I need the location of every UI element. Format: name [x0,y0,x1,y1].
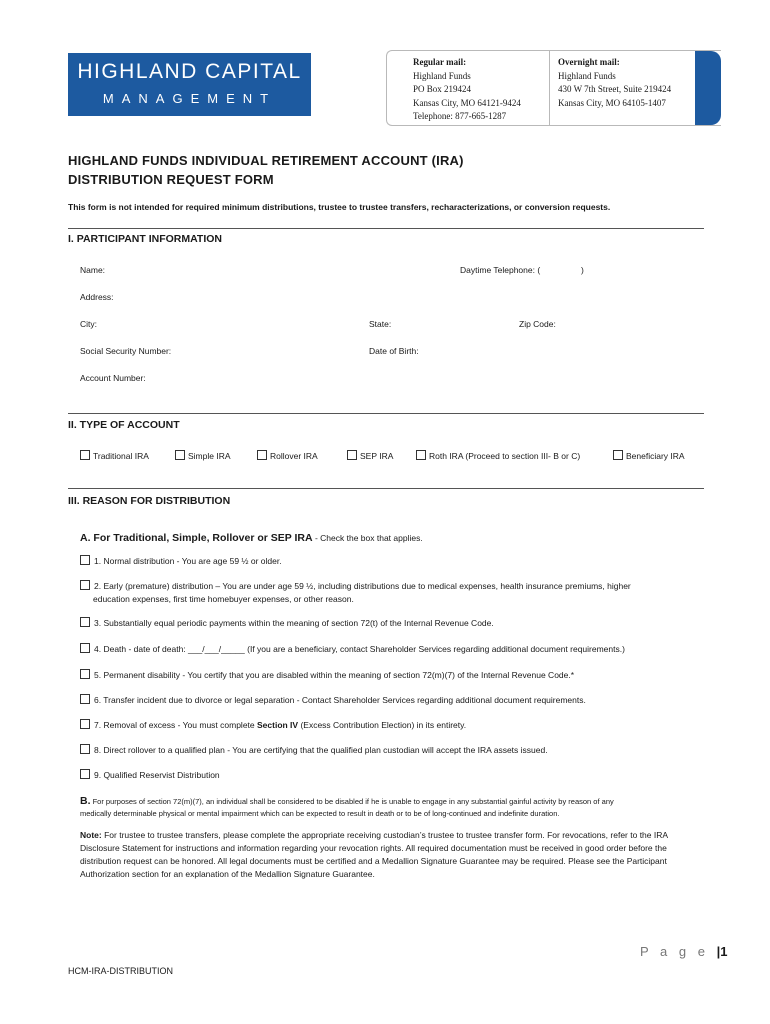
reason-label-post: (Excess Contribution Election) in its entirety. [298,720,467,730]
mailbox-divider [549,51,550,125]
address-field[interactable]: Address: [80,292,114,302]
reason-periodic[interactable] [80,617,705,630]
reason-divorce[interactable] [80,694,705,707]
checkbox[interactable] [347,450,357,460]
state-field[interactable]: State: [369,319,392,329]
city-field[interactable]: City: [80,319,97,329]
reason-normal[interactable] [80,555,705,568]
reason-label-bold: Section IV [257,720,299,730]
checkbox[interactable] [416,450,426,460]
reason-label: 7. Removal of excess - You must complete [94,720,257,730]
reason-label: 9. Qualified Reservist Distribution [94,770,220,780]
subsection-a-title: A. For Traditional, Simple, Rollover or SEP IRA [80,532,313,544]
note-label: Note: [80,830,102,840]
footnote-line1: For purposes of section 72(m)(7), an individual shall be considered to be disabled if he is unable to engage in any substantial gainful activity by reason of any [92,797,614,806]
overnight-mail [558,56,671,110]
reason-excess[interactable] [80,719,705,732]
page-separator: | [716,944,721,959]
note-paragraph [80,829,705,881]
checkbox[interactable] [80,769,90,779]
account-type-sep[interactable] [347,450,393,461]
checkbox[interactable] [257,450,267,460]
form-title [68,151,464,189]
ssn-field[interactable]: Social Security Number: [80,346,172,356]
checkbox[interactable] [80,669,90,679]
reason-label: 8. Direct rollover to a qualified plan - You are certifying that the qualified plan custodian will accept the IRA assets issued. [94,745,548,755]
checkbox[interactable] [80,694,90,704]
logo-line1: HIGHLAND CAPITAL [77,60,302,83]
option-label: Traditional IRA [93,451,149,461]
logo-line2: MANAGEMENT [102,91,277,106]
form-title-line1: HIGHLAND FUNDS INDIVIDUAL RETIREMENT ACCOUNT (IRA) [68,153,464,168]
regular-mail-line: Highland Funds [413,70,471,81]
account-type-traditional[interactable] [80,450,149,461]
account-number-field[interactable]: Account Number: [80,373,146,383]
option-label: Beneficiary IRA [626,451,685,461]
form-code: HCM-IRA-DISTRIBUTION [68,966,173,976]
section-divider [68,488,704,489]
phone-close: ) [581,265,584,275]
note-text: For trustee to trustee transfers, please complete the appropriate receiving custodian’s trustee to trustee transfer form. For revocations, refer to the IRA Disclosure Statement for instructions and information regarding your revocation rights. All required documentation must be received in good order before the distribution request can be honored. All legal documents must be certified and a Medallion Signature Guarantee may be required. Please see the Participant Authorization section for an explanation of the Medallion Signature Guarantee. [80,830,668,879]
company-logo [68,53,311,116]
checkbox[interactable] [80,643,90,653]
option-label: Simple IRA [188,451,231,461]
footnote-line2: medically determinable physical or mental impairment which can be expected to result in death or to be of long-continued and indefinite duration. [80,809,560,818]
regular-mail [413,56,521,124]
footnote-label: B. [80,795,91,807]
subsection-a-instruction: - Check the box that applies. [312,533,423,543]
reason-label: 4. Death - date of death: ___/___/_____ (If you are a beneficiary, contact Shareholder Services regarding additional document requirements.) [94,644,625,654]
option-label: SEP IRA [360,451,394,461]
regular-mail-line: Telephone: 877-665-1287 [413,111,507,121]
reason-label: 1. Normal distribution - You are age 59 ½ or older. [94,556,282,566]
section-divider [68,413,704,414]
regular-mail-line: PO Box 219424 [413,84,472,94]
page-label: P a g e [640,944,709,959]
reason-early[interactable] [80,580,705,606]
zip-field[interactable]: Zip Code: [519,319,556,329]
overnight-mail-heading: Overnight mail: [558,57,620,67]
option-label: Roth IRA (Proceed to section III- B or C) [429,451,581,461]
checkbox[interactable] [613,450,623,460]
account-type-simple[interactable] [175,450,231,461]
checkbox[interactable] [80,450,90,460]
account-type-roth[interactable] [416,450,580,461]
overnight-mail-line: 430 W 7th Street, Suite 219424 [558,84,672,94]
form-title-line2: DISTRIBUTION REQUEST FORM [68,172,274,187]
checkbox[interactable] [80,719,90,729]
subsection-a-heading [80,528,423,546]
section-divider [68,228,704,229]
page-number-value: 1 [720,944,728,959]
reason-label-cont: education expenses, first time homebuyer expenses, or other reason. [93,594,354,604]
overnight-mail-line: Kansas City, MO 64105-1407 [558,97,666,108]
dob-field[interactable]: Date of Birth: [369,346,419,356]
checkbox[interactable] [80,744,90,754]
reason-disability[interactable] [80,669,705,682]
checkbox[interactable] [80,555,90,565]
phone-field[interactable]: Daytime Telephone: ( [460,265,541,275]
reason-label: 3. Substantially equal periodic payments within the meaning of section 72(t) of the Internal Revenue Code. [94,618,494,628]
section2-heading: II. TYPE OF ACCOUNT [68,419,180,431]
reason-label: 5. Permanent disability - You certify that you are disabled within the meaning of section 72(m)(7) of the Internal Revenue Code.* [94,670,575,680]
reason-death[interactable] [80,643,705,656]
checkbox[interactable] [80,617,90,627]
reason-reservist[interactable] [80,769,705,782]
reason-label: 2. Early (premature) distribution – You are under age 59 ½, including distributions due to medical expenses, health insurance premiums, higher [94,581,631,591]
section1-heading: I. PARTICIPANT INFORMATION [68,233,222,245]
checkbox[interactable] [80,580,90,590]
regular-mail-heading: Regular mail: [413,57,467,67]
reason-rollover[interactable] [80,744,705,757]
page-number [640,944,727,959]
brand-bar [695,51,721,125]
name-field[interactable]: Name: [80,265,106,275]
reason-label: 6. Transfer incident due to divorce or legal separation - Contact Shareholder Services regarding additional document requirements. [94,695,586,705]
overnight-mail-line: Highland Funds [558,70,616,81]
form-subtitle: This form is not intended for required minimum distributions, trustee to trustee transfers, recharacterizations, or conversion requests. [68,202,611,212]
disability-footnote [80,795,700,820]
section3-heading: III. REASON FOR DISTRIBUTION [68,495,231,507]
checkbox[interactable] [175,450,185,460]
account-type-beneficiary[interactable] [613,450,685,461]
option-label: Rollover IRA [270,451,318,461]
account-type-rollover[interactable] [257,450,318,461]
regular-mail-line: Kansas City, MO 64121-9424 [413,97,521,108]
